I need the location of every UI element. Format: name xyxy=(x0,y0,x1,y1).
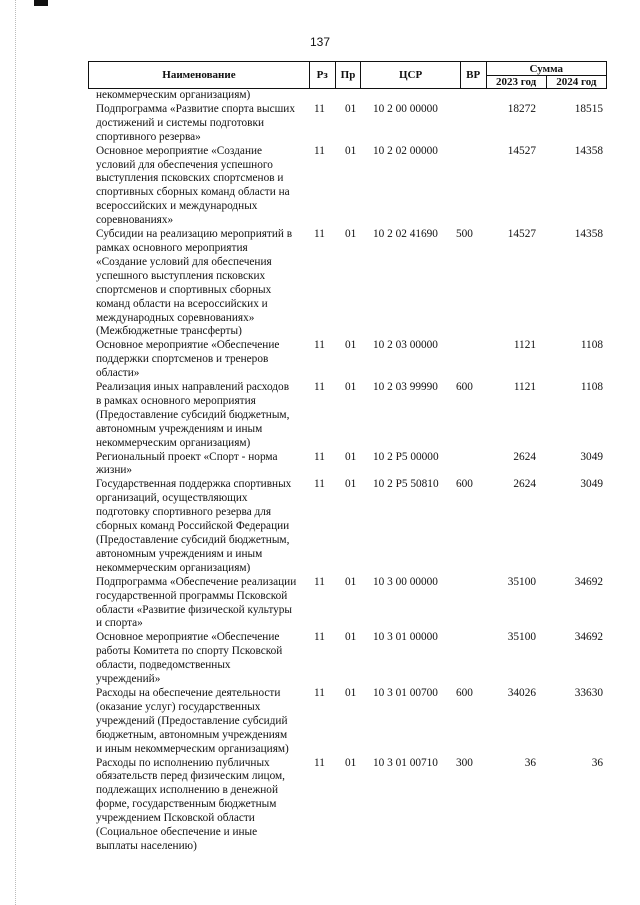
header-year-2023: 2023 год xyxy=(486,76,546,89)
row-sum-2023: 34026 xyxy=(507,686,536,699)
row-pr: 01 xyxy=(345,102,357,115)
row-csr: 10 2 P5 50810 xyxy=(373,478,439,491)
row-sum-2024: 3049 xyxy=(580,450,603,463)
row-csr: 10 3 00 00000 xyxy=(373,575,438,588)
row-csr: 10 2 02 41690 xyxy=(373,228,438,241)
row-vr: 600 xyxy=(456,686,473,699)
row-name: Реализация иных направлений расходов в рамках основного мероприятия (Предоставление субсидий бюджетным, автономным учреждениям и иным некоммерческим организациям) xyxy=(96,381,290,449)
row-sum-2024: 14358 xyxy=(574,228,603,241)
row-csr: 10 3 01 00000 xyxy=(373,631,438,644)
row-sum-2023: 18272 xyxy=(507,102,536,115)
header-name: Наименование xyxy=(89,62,310,89)
table-row xyxy=(96,478,608,575)
row-pr: 01 xyxy=(345,339,357,352)
row-sum-2024: 14358 xyxy=(574,144,603,157)
table-header xyxy=(88,61,607,89)
row-rz: 11 xyxy=(314,339,325,352)
row-pr: 01 xyxy=(345,478,357,491)
row-csr: 10 2 P5 00000 xyxy=(373,450,439,463)
table-row xyxy=(96,757,608,854)
row-vr: 300 xyxy=(456,756,473,769)
row-pr: 01 xyxy=(345,575,357,588)
row-sum-2023: 36 xyxy=(524,756,536,769)
row-sum-2024: 1108 xyxy=(580,381,603,394)
row-pr: 01 xyxy=(345,144,357,157)
scan-edge-line xyxy=(15,0,16,905)
row-sum-2024: 3049 xyxy=(580,478,603,491)
row-rz: 11 xyxy=(314,756,325,769)
row-vr: 500 xyxy=(456,228,473,241)
row-rz: 11 xyxy=(314,478,325,491)
row-name: Расходы на обеспечение деятельности (оказание услуг) государственных учреждений (Предоставление субсидий бюджетным, автономным учреждениям и иным некоммерческим организациям) xyxy=(96,686,289,755)
row-sum-2023: 2624 xyxy=(513,450,536,463)
row-rz: 11 xyxy=(314,575,325,588)
row-sum-2024: 34692 xyxy=(574,631,603,644)
row-pr: 01 xyxy=(345,450,357,463)
row-sum-2023: 1121 xyxy=(513,381,536,394)
row-csr: 10 2 03 99990 xyxy=(373,381,438,394)
page-number: 137 xyxy=(309,35,331,49)
header-csr: ЦСР xyxy=(361,62,460,89)
row-name: Подпрограмма «Обеспечение реализации государственной программы Псковской области «Развитие физической культуры и спорта» xyxy=(96,575,297,630)
table-row xyxy=(96,228,608,339)
row-sum-2023: 35100 xyxy=(507,575,536,588)
row-rz: 11 xyxy=(314,686,325,699)
row-sum-2023: 14527 xyxy=(507,228,536,241)
row-pr: 01 xyxy=(345,631,357,644)
row-sum-2023: 14527 xyxy=(507,144,536,157)
row-sum-2024: 33630 xyxy=(574,686,603,699)
row-pr: 01 xyxy=(345,686,357,699)
row-csr: 10 2 00 00000 xyxy=(373,102,438,115)
row-rz: 11 xyxy=(314,102,325,115)
row-name: Государственная поддержка спортивных организаций, осуществляющих подготовку спортивного резерва для сборных команд Российской Федерации (Предоставление субсидий бюджетным, автономным учреждениям и иным некоммерческим организациям) xyxy=(96,478,292,574)
row-vr: 600 xyxy=(456,381,473,394)
row-csr: 10 3 01 00700 xyxy=(373,686,438,699)
table-row xyxy=(96,103,608,145)
row-rz: 11 xyxy=(314,144,325,157)
row-name: Основное мероприятие «Обеспечение работы Комитета по спорту Псковской области, подведомственных учреждений» xyxy=(96,631,283,686)
row-list xyxy=(96,103,608,854)
header-year-2024: 2024 год xyxy=(546,76,606,89)
row-name: Расходы по исполнению публичных обязательств перед физическим лицом, подлежащих исполнению в денежной форме, государственным бюджетным учреждением Псковской области (Социальное обеспечение и иные выплаты населению) xyxy=(96,756,285,852)
table-row xyxy=(96,145,608,228)
header-pr: Пр xyxy=(335,62,361,89)
row-sum-2023: 2624 xyxy=(513,478,536,491)
row-name: Региональный проект «Спорт - норма жизни» xyxy=(96,450,278,477)
row-rz: 11 xyxy=(314,228,325,241)
row-pr: 01 xyxy=(345,756,357,769)
row-rz: 11 xyxy=(314,381,325,394)
carry-over-line xyxy=(96,89,608,103)
table-row xyxy=(96,339,608,381)
row-name: Субсидии на реализацию мероприятий в рамках основного мероприятия «Создание условий для обеспечения успешного выступления псковских спортсменов и спортивных сборных команд области на всероссийских и международных соревнованиях» (Межбюджетные трансферты) xyxy=(96,228,293,338)
row-pr: 01 xyxy=(345,228,357,241)
table-row xyxy=(96,576,608,632)
row-name: некоммерческим организациям) xyxy=(96,89,251,101)
row-rz: 11 xyxy=(314,631,325,644)
row-sum-2024: 18515 xyxy=(574,102,603,115)
table-row xyxy=(96,451,608,479)
row-rz: 11 xyxy=(314,450,325,463)
row-sum-2023: 1121 xyxy=(513,339,536,352)
header-sum: Сумма xyxy=(486,62,606,76)
table-body xyxy=(96,89,608,854)
table-row xyxy=(96,631,608,687)
row-csr: 10 3 01 00710 xyxy=(373,756,438,769)
row-sum-2023: 35100 xyxy=(507,631,536,644)
row-name: Основное мероприятие «Создание условий для обеспечения успешного выступления псковских спортсменов и спортивных сборных команд области на всероссийских и международных соревнованиях» xyxy=(96,144,290,227)
row-name: Подпрограмма «Развитие спорта высших достижений и системы подготовки спортивного резерва» xyxy=(96,102,295,143)
header-rz: Рз xyxy=(309,62,335,89)
row-vr: 600 xyxy=(456,478,473,491)
row-pr: 01 xyxy=(345,381,357,394)
row-csr: 10 2 03 00000 xyxy=(373,339,438,352)
header-vr: ВР xyxy=(460,62,486,89)
table-row xyxy=(96,687,608,757)
scan-mark xyxy=(34,0,48,6)
row-sum-2024: 34692 xyxy=(574,575,603,588)
row-sum-2024: 36 xyxy=(591,756,603,769)
row-name: Основное мероприятие «Обеспечение поддержки спортсменов и тренеров области» xyxy=(96,339,280,380)
row-csr: 10 2 02 00000 xyxy=(373,144,438,157)
row-sum-2024: 1108 xyxy=(580,339,603,352)
table-row xyxy=(96,381,608,451)
